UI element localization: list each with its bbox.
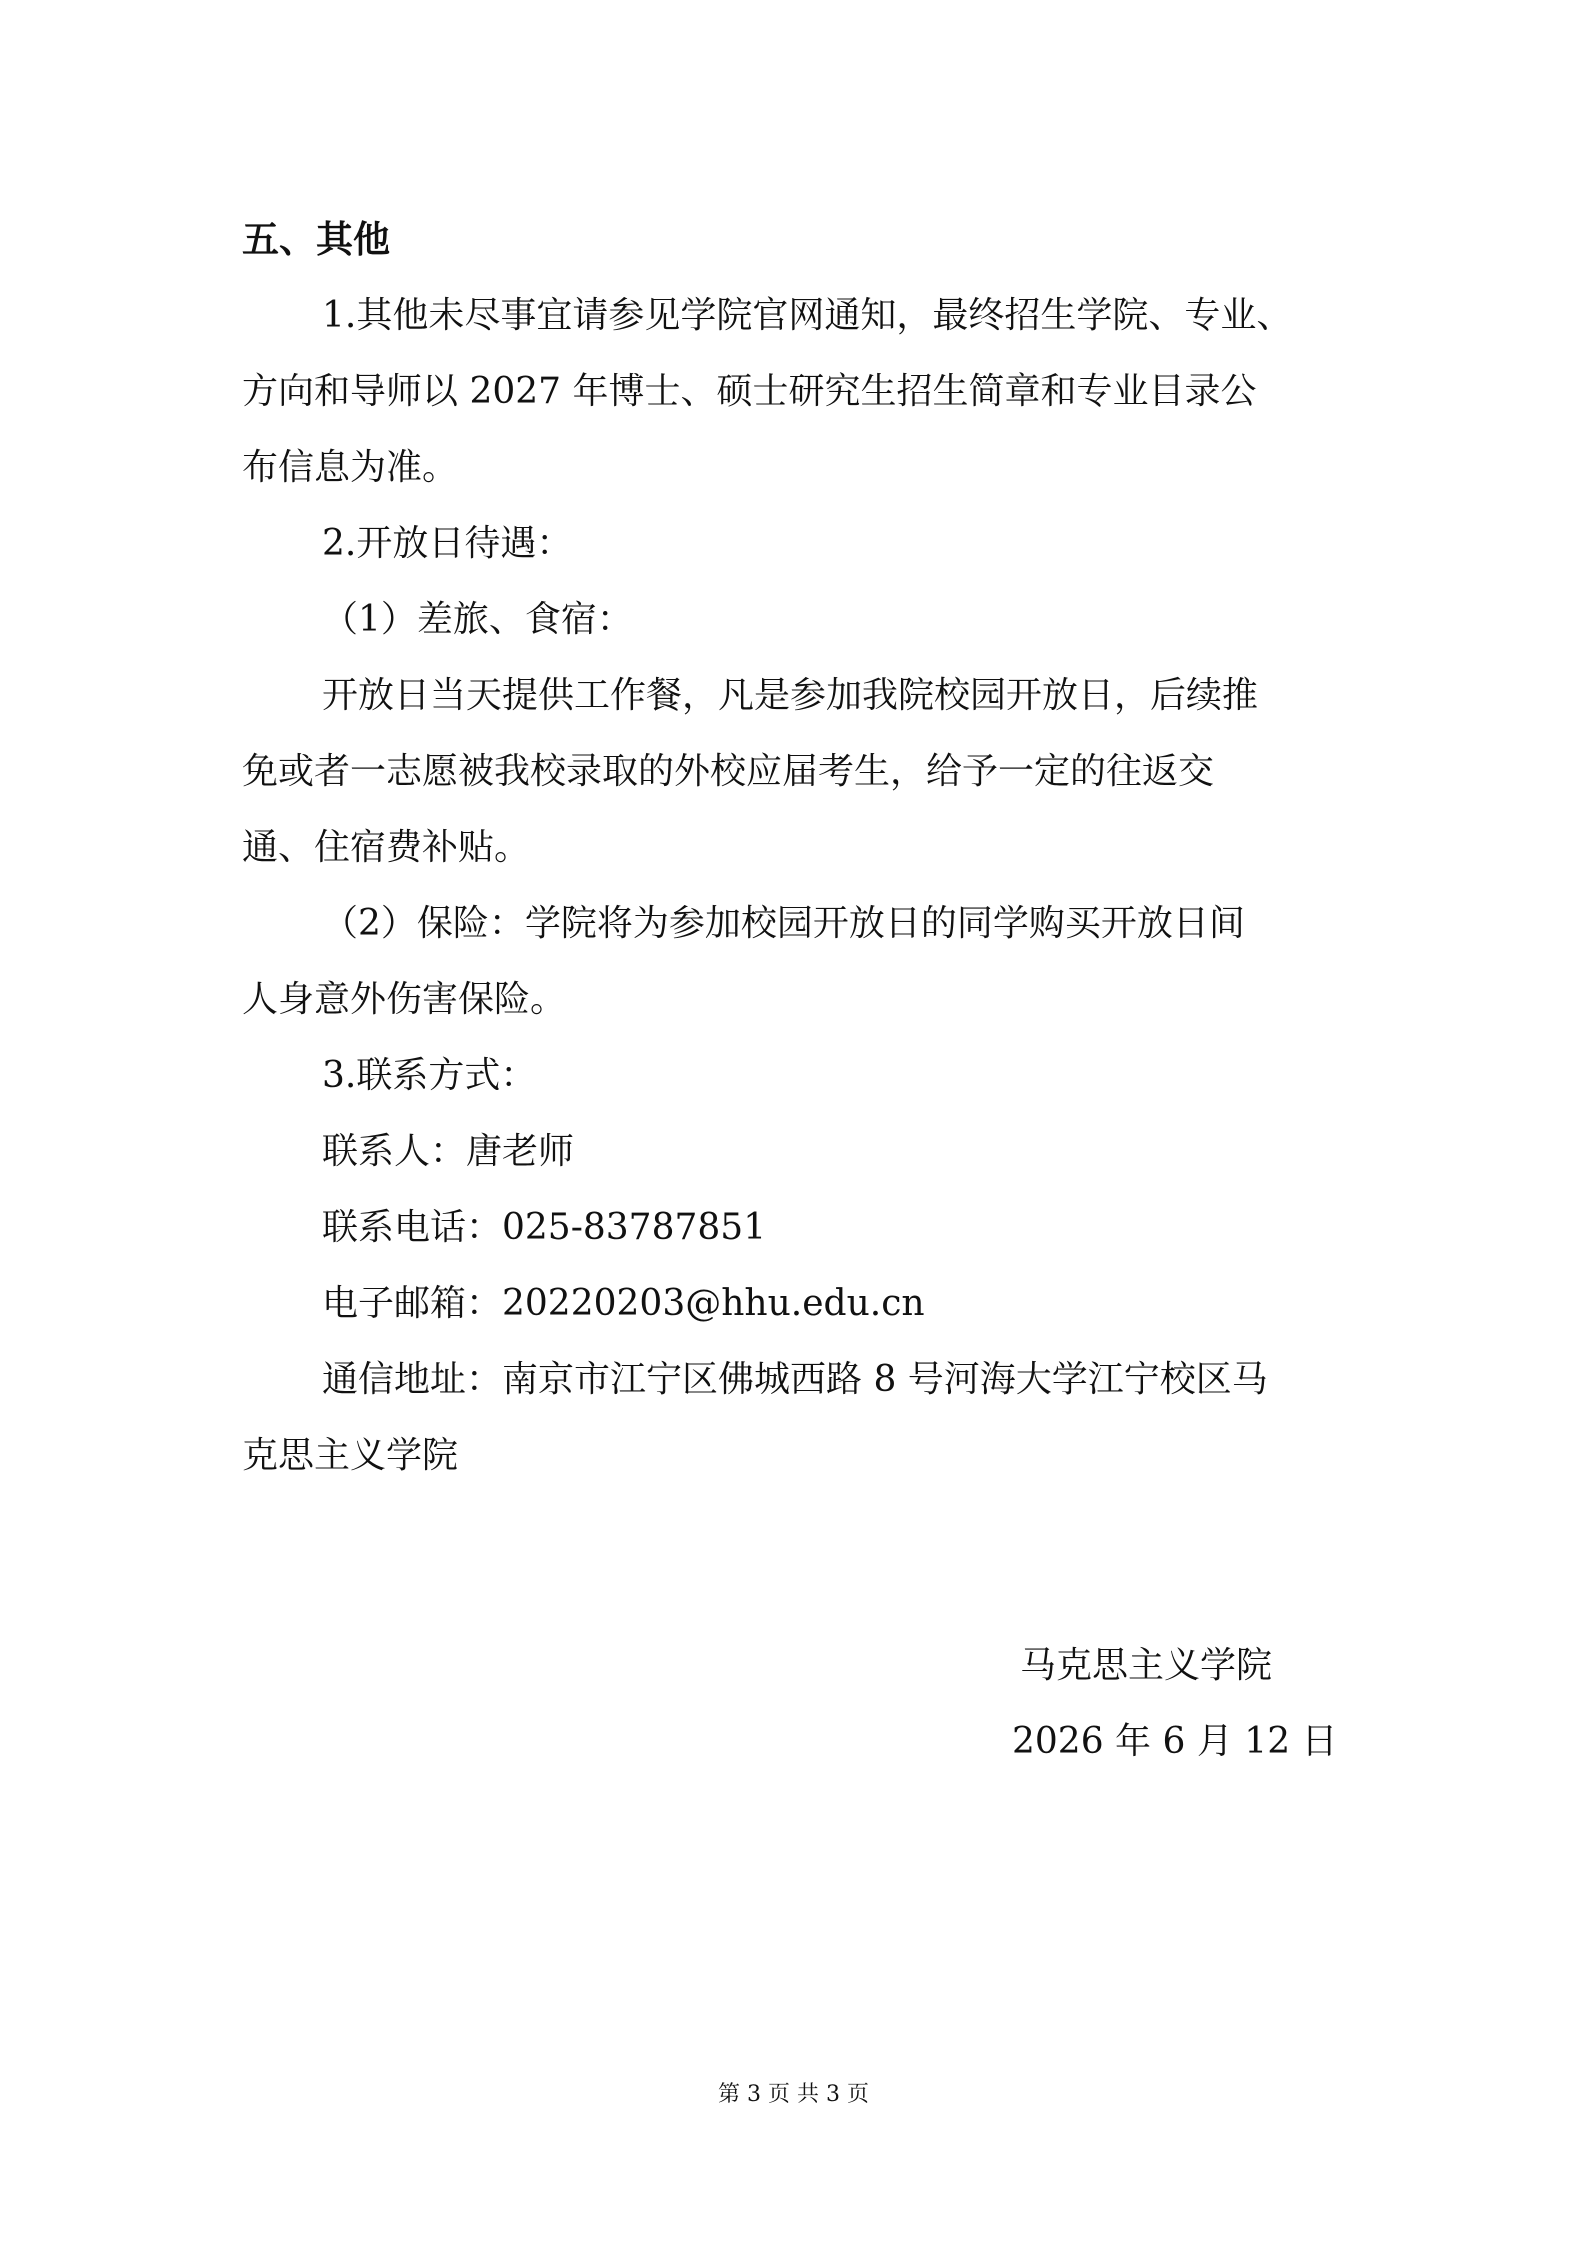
item2-sub2-line1: （2）保险：学院将为参加校园开放日的同学购买开放日间 <box>322 903 1245 944</box>
contact-person: 联系人：唐老师 <box>322 1131 575 1172</box>
item1-line2: 方向和导师以 2027 年博士、硕士研究生招生简章和专业目录公 <box>242 371 1257 412</box>
contact-address-line2: 克思主义学院 <box>242 1435 459 1476</box>
signature-date: 2026 年 6 月 12 日 <box>1012 1721 1338 1762</box>
item2-sub1-title: （1）差旅、食宿： <box>322 599 633 640</box>
signature-org: 马克思主义学院 <box>1020 1645 1273 1686</box>
item2-sub1-line2: 免或者一志愿被我校录取的外校应届考生，给予一定的往返交 <box>242 751 1215 792</box>
contact-address-line1: 通信地址：南京市江宁区佛城西路 8 号河海大学江宁校区马 <box>322 1359 1268 1400</box>
section-heading: 五、其他 <box>242 218 390 261</box>
item2-sub2-line2: 人身意外伤害保险。 <box>242 979 567 1020</box>
item1-line3: 布信息为准。 <box>242 447 459 488</box>
item3-title: 3.联系方式： <box>322 1055 537 1096</box>
item1-line1: 1.其他未尽事宜请参见学院官网通知，最终招生学院、专业、 <box>322 295 1293 336</box>
item2-sub1-line3: 通、住宿费补贴。 <box>242 827 531 868</box>
contact-email: 电子邮箱：20220203@hhu.edu.cn <box>322 1283 925 1324</box>
item2-title: 2.开放日待遇： <box>322 523 573 564</box>
contact-phone: 联系电话：025-83787851 <box>322 1207 767 1248</box>
item2-sub1-line1: 开放日当天提供工作餐，凡是参加我院校园开放日，后续推 <box>322 675 1259 716</box>
page-footer: 第 3 页 共 3 页 <box>718 2082 869 2107</box>
